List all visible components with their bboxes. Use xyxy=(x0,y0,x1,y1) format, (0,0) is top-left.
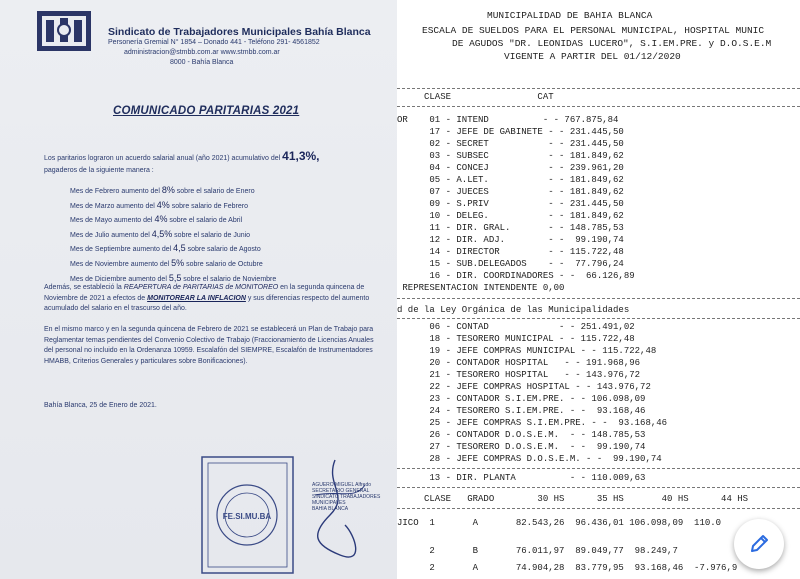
table-row: OR 01 - INTEND - - 767.875,84 xyxy=(397,115,619,125)
monthly-increase-list xyxy=(70,183,276,285)
table-row: 04 - CONCEJ - - 239.961,20 xyxy=(397,163,624,173)
table-row: 2 B 76.011,97 89.049,77 98.249,7 xyxy=(397,546,678,556)
stamp-text: FE.SI.MU.BA xyxy=(222,512,272,521)
table-row: 12 - DIR. ADJ. - - 99.190,74 xyxy=(397,235,624,245)
table-row: 11 - DIR. GRAL. - - 148.785,53 xyxy=(397,223,624,233)
org-contact: administracion@stmbb.com.ar www.stmbb.com.ar xyxy=(124,49,280,56)
table-row: 13 - DIR. PLANTA - - 110.009,63 xyxy=(397,473,646,483)
list-item: Mes de Septiembre aumento del 4,5 sobre salario de Agosto xyxy=(70,243,261,254)
table-row: 28 - JEFE COMPRAS D.O.S.E.M. - - 99.190,74 xyxy=(397,454,662,464)
monitoring-paragraph: Además, se estableció la REAPERTURA de PARITARIAS de MONITOREO en la segunda quincena de Noviembre de 2021 a efectos de MONITOREAR LA INFLACION y sus diferencias respecto del aumento acumulado del salario en el trascurso del año. xyxy=(44,284,370,312)
work-plan-paragraph: En el mismo marco y en la segunda quincena de Febrero de 2021 se establecerá un Plan de Trabajo para Reglamentar temas pendientes del Convenio Colectivo de Trabajo (Fraccionamiento de Licencias Anuales del personal no incluido en la Ordenanza 10959. Escalafón del SIEMPRE, Escalafón de Instrumentadores HMABB, Criterios Generales y particulares sobre Bonificaciones). xyxy=(44,326,374,365)
table-row: 25 - JEFE COMPRAS S.I.EM.PRE. - - 93.168,46 xyxy=(397,418,668,428)
table-row: 22 - JEFE COMPRAS HOSPITAL - - 143.976,72 xyxy=(397,382,651,392)
list-item: Mes de Noviembre aumento del 5% sobre salario de Octubre xyxy=(70,257,263,268)
table-header-grades: CLASE GRADO 30 HS 35 HS 40 HS 44 HS xyxy=(397,494,749,504)
list-item: Mes de Julio aumento del 4,5% sobre el salario de Junio xyxy=(70,228,251,239)
intro-text: Los paritarios lograron un acuerdo salarial anual (año 2021) acumulativo del xyxy=(44,155,283,162)
union-communique-page xyxy=(0,0,397,579)
table-row: 07 - JUECES - - 181.849,62 xyxy=(397,187,624,197)
table-header: CLASE CAT xyxy=(397,92,554,102)
salary-scale-page xyxy=(397,0,800,579)
table-row: 23 - CONTADOR S.I.EM.PRE. - - 106.098,09 xyxy=(397,394,646,404)
list-item: Mes de Mayo aumento del 4% sobre el salario de Abril xyxy=(70,214,243,225)
table-row: 15 - SUB.DELEGADOS - - 77.796,24 xyxy=(397,259,624,269)
municipality-title: MUNICIPALIDAD DE BAHIA BLANCA xyxy=(487,10,653,21)
table-row: 06 - CONTAD - - 251.491,02 xyxy=(397,322,635,332)
table-row: JICO 1 A 82.543,26 96.436,01 106.098,09 110.0 xyxy=(397,518,722,528)
pencil-icon xyxy=(748,533,770,555)
list-item: Mes de Febrero aumento del 8% sobre el salario de Enero xyxy=(70,185,255,195)
intro-percent: 41,3%, xyxy=(282,149,320,163)
table-row: 16 - DIR. COORDINADORES - - 66.126,89 xyxy=(397,271,635,281)
table-row: 26 - CONTADOR D.O.S.E.M. - - 148.785,53 xyxy=(397,430,646,440)
effective-date: VIGENTE A PARTIR DEL 01/12/2020 xyxy=(504,51,681,62)
union-logo xyxy=(36,8,92,54)
date-line: Bahía Blanca, 25 de Enero de 2021. xyxy=(44,402,157,409)
page-title: COMUNICADO PARITARIAS 2021 xyxy=(113,105,300,117)
table-row: 10 - DELEG. - - 181.849,62 xyxy=(397,211,624,221)
table-row: 14 - DIRECTOR - - 115.722,48 xyxy=(397,247,624,257)
divider xyxy=(397,298,800,299)
table-row: 02 - SECRET - - 231.445,50 xyxy=(397,139,624,149)
representation-line: REPRESENTACION INTENDENTE 0,00 xyxy=(397,283,565,293)
table-row: 18 - TESORERO MUNICIPAL - - 115.722,48 xyxy=(397,334,635,344)
stamp xyxy=(200,455,295,575)
org-name: Sindicato de Trabajadores Municipales Bahía Blanca xyxy=(108,26,371,38)
table-row: 27 - TESORERO D.O.S.E.M. - - 99.190,74 xyxy=(397,442,646,452)
table-row: 05 - A.LET. - - 181.849,62 xyxy=(397,175,624,185)
table-row: 21 - TESORERO HOSPITAL - - 143.976,72 xyxy=(397,370,641,380)
table-row: 19 - JEFE COMPRAS MUNICIPAL - - 115.722,48 xyxy=(397,346,657,356)
org-address: Personería Gremial N° 1854 – Donado 441 - Teléfono 291- 4561852 xyxy=(108,39,320,46)
divider xyxy=(397,487,800,488)
org-city: 8000 - Bahía Blanca xyxy=(170,59,234,66)
table-row: 17 - JEFE DE GABINETE - - 231.445,50 xyxy=(397,127,624,137)
divider xyxy=(397,468,800,469)
table-row: 20 - CONTADOR HOSPITAL - - 191.968,96 xyxy=(397,358,641,368)
list-item: Mes de Marzo aumento del 4% sobre salario de Febrero xyxy=(70,199,248,210)
table-row: 2 A 74.904,28 83.779,95 93.168,46 -7.976,9 xyxy=(397,563,738,573)
edit-button[interactable] xyxy=(734,519,784,569)
signatory-info: AGUERO MIGUEL Alfredo SECRETARIO GENERAL SINDICATO TRABAJADORES MUNICIPALES BAHIA BLANCA xyxy=(312,482,381,512)
intro-text-2: pagaderos de la siguiente manera : xyxy=(44,167,154,174)
divider xyxy=(397,508,800,509)
divider xyxy=(397,88,800,89)
divider xyxy=(397,318,800,319)
table-row: 03 - SUBSEC - - 181.849,62 xyxy=(397,151,624,161)
intro-paragraph xyxy=(44,150,374,177)
scale-title: ESCALA DE SUELDOS PARA EL PERSONAL MUNICIPAL, HOSPITAL MUNIC xyxy=(422,25,765,36)
list-item: Mes de Diciembre aumento del 5,5 sobre el salario de Noviembre xyxy=(70,272,277,283)
scale-subtitle: DE AGUDOS "DR. LEONIDAS LUCERO", S.I.EM.PRE. y D.O.S.E.M xyxy=(452,38,772,49)
section-title: d de la Ley Orgánica de las Municipalidades xyxy=(397,305,630,315)
divider xyxy=(397,106,800,107)
signature xyxy=(295,455,375,570)
table-row: 24 - TESORERO S.I.EM.PRE. - - 93.168,46 xyxy=(397,406,646,416)
table-row: 09 - S.PRIV - - 231.445,50 xyxy=(397,199,624,209)
